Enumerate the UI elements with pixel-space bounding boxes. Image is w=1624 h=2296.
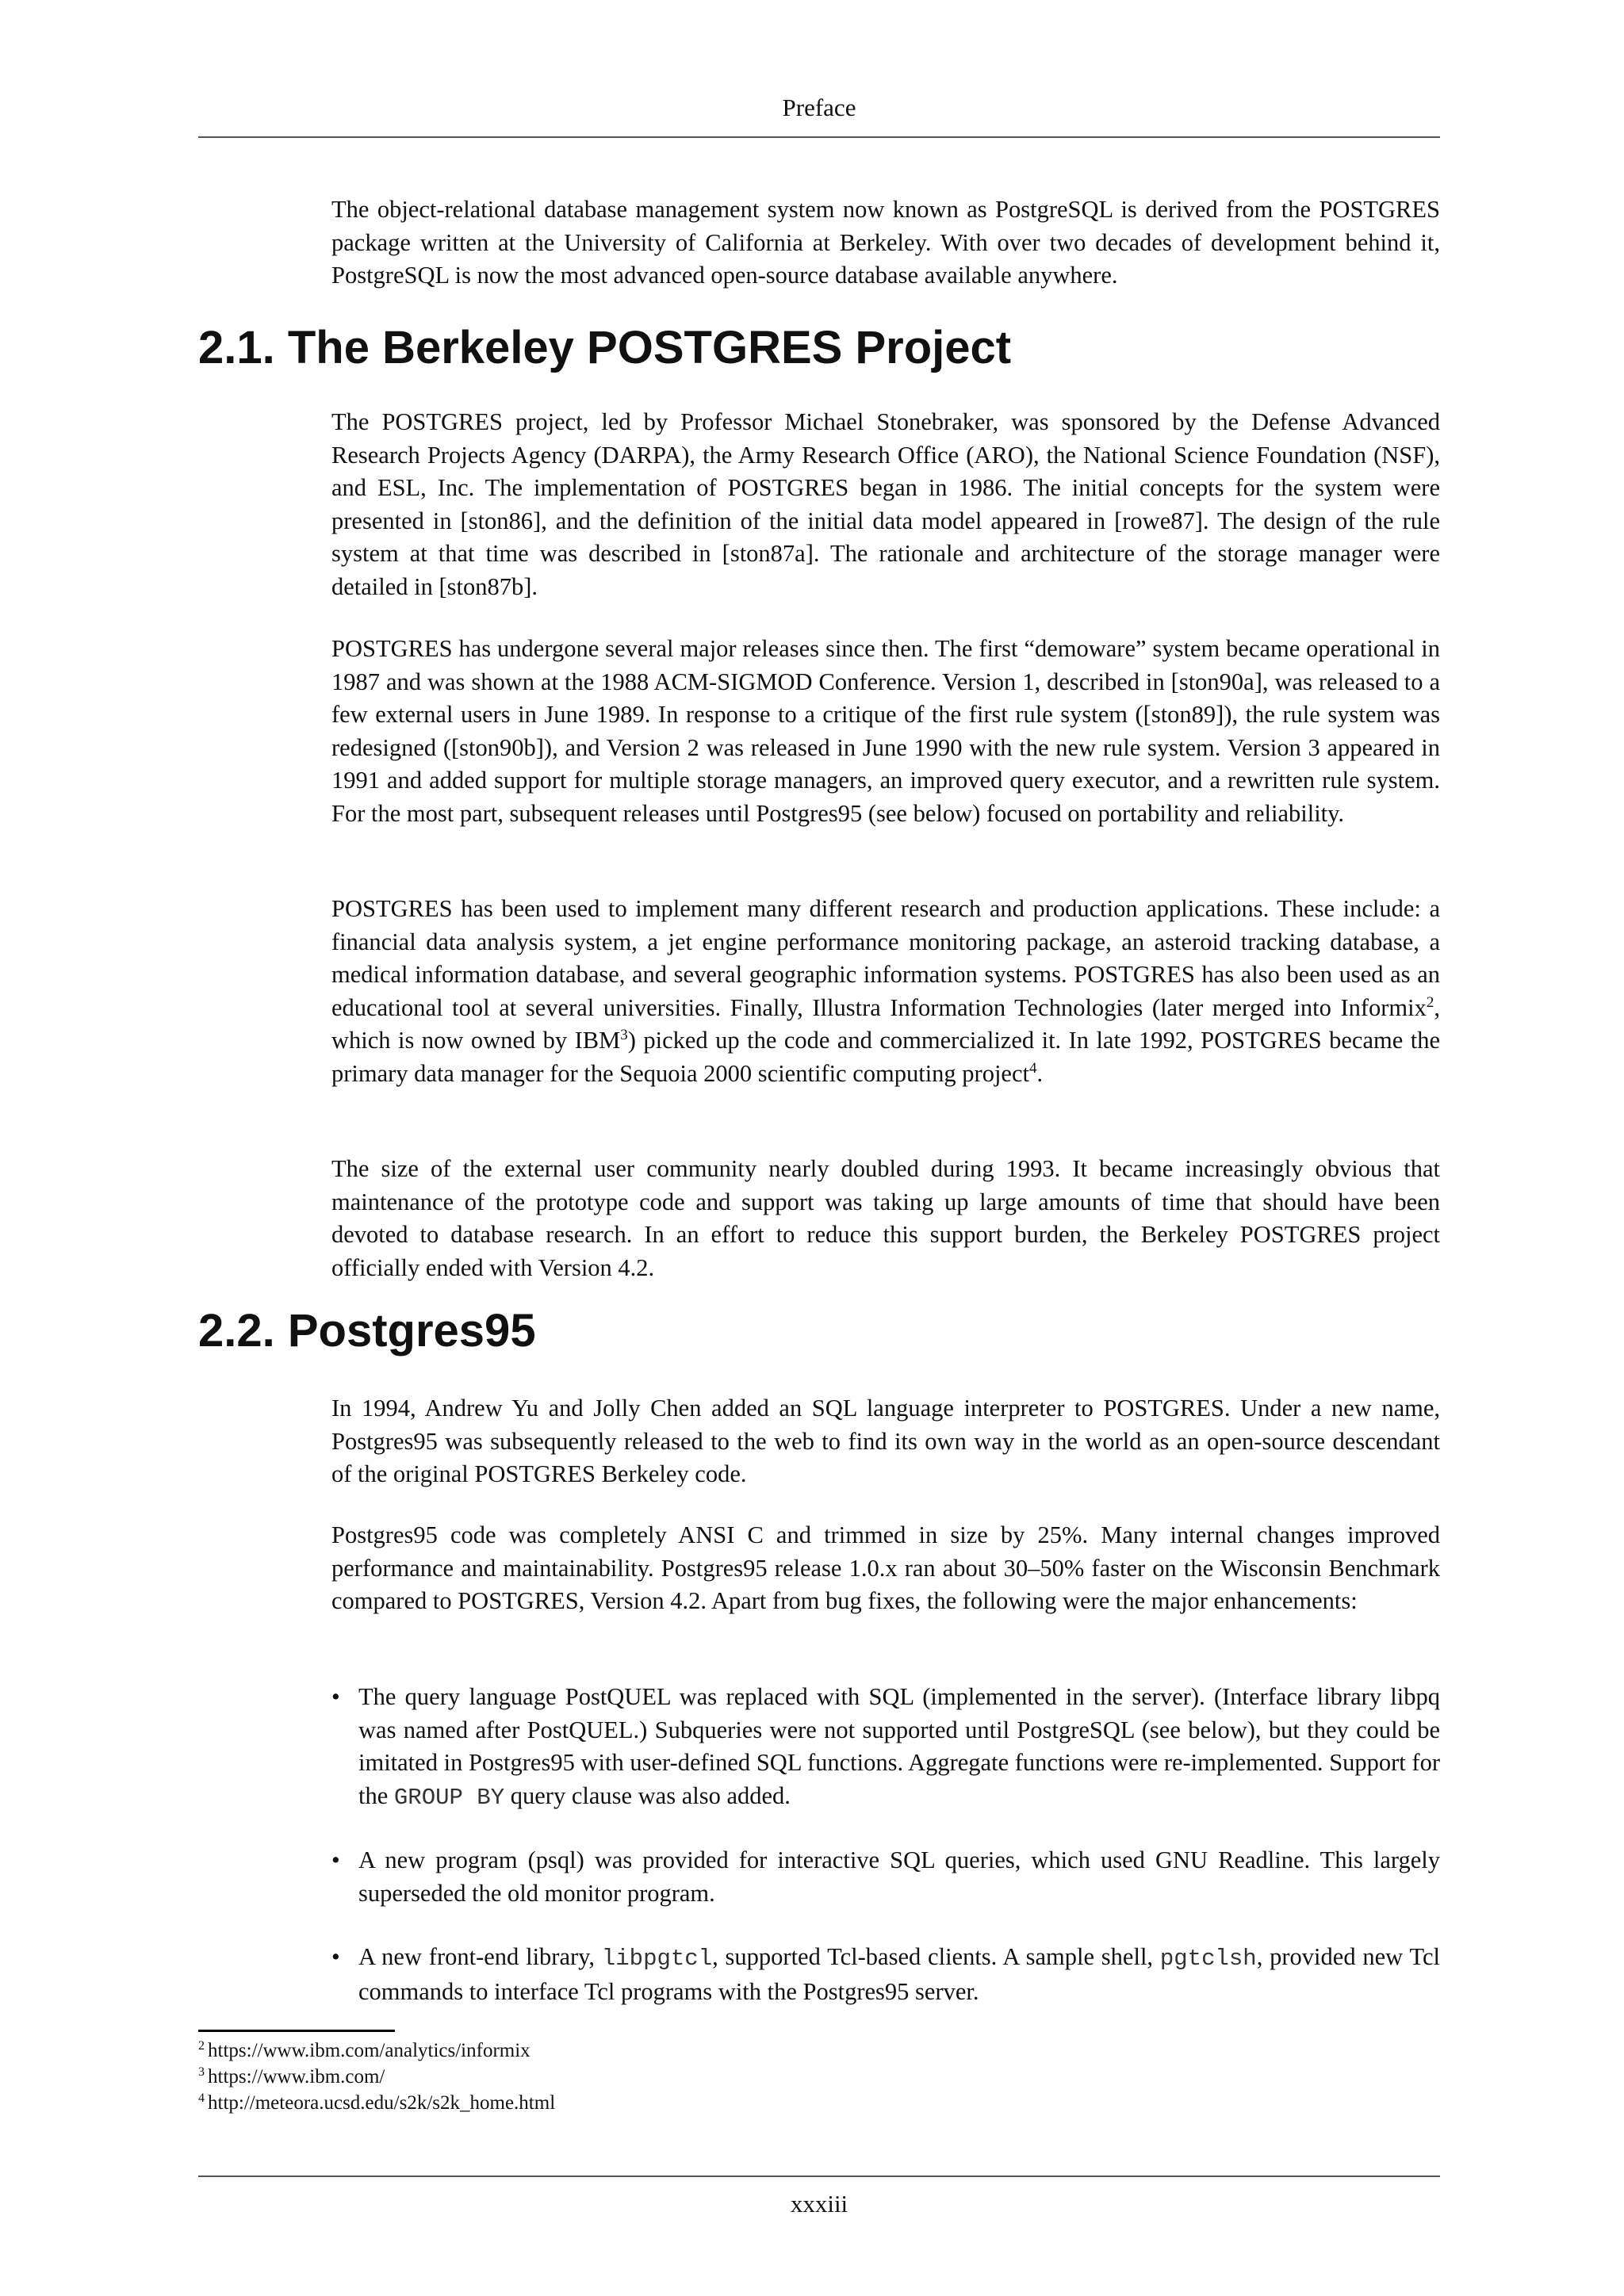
bullet-mark: • (331, 1846, 340, 1873)
footnote-number: 3 (198, 2064, 205, 2079)
bullet-text-part: The query language PostQUEL was replaced with SQL (implemented in the server). (Interface library libpq was named after PostQUEL.) Subqueries were not supported until PostgreSQL (see below), but they could be imitated in Postgres95 with user-defined SQL functions. Aggregate functions were re-implemented. Support for the (358, 1683, 1440, 1809)
bullet-mark: • (331, 1683, 340, 1710)
footnotes (198, 2038, 991, 2116)
paragraph-text: , which is now owned by IBM (331, 993, 1440, 1054)
footnote-number: 2 (198, 2038, 205, 2053)
footnote-url[interactable]: http://meteora.ucsd.edu/s2k/s2k_home.html (208, 2092, 556, 2114)
footnote-2 (198, 2038, 991, 2064)
bullet-item-3 (331, 1941, 1440, 2008)
footnote-url[interactable]: https://www.ibm.com/analytics/informix (208, 2040, 530, 2061)
code-pgtclsh: pgtclsh (1159, 1946, 1257, 1972)
footnote-ref-3: 3 (620, 1026, 628, 1043)
paragraph-text: POSTGRES has been used to implement many different research and production applications. These include: a financial data analysis system, a jet engine performance monitoring package, an asteroid tracking database, a medical information database, and several geographic information systems. POSTGRES has also been used as an educational tool at several universities. Finally, Illustra Information Technologies (later merged into Informix (331, 895, 1440, 1021)
section-heading-2-1: 2.1. The Berkeley POSTGRES Project (198, 322, 1012, 373)
footnote-rule (198, 2030, 395, 2032)
page-number: xxxiii (790, 2190, 848, 2218)
code-libpgtcl: libpgtcl (601, 1946, 713, 1972)
header-rule (198, 136, 1440, 138)
bullet-text (358, 1681, 1440, 1814)
bullet-item-1 (331, 1681, 1440, 1814)
footnote-ref-2: 2 (1426, 993, 1434, 1011)
bullet-text: A new program (psql) was provided for interactive SQL queries, which used GNU Readline. This largely superseded the old monitor program. (358, 1846, 1440, 1907)
section-2-1-paragraph-2: POSTGRES has undergone several major releases since then. The first “demoware” system became operational in 1987 and was shown at the 1988 ACM-SIGMOD Conference. Version 1, described in [ston90a], was released to a few external users in June 1989. In response to a critique of the first rule system ([ston89]), the rule system was redesigned ([ston90b]), and Version 2 was released in June 1990 with the new rule system. Version 3 appeared in 1991 and added support for multiple storage managers, an improved query executor, and a rewritten rule system. For the most part, subsequent releases until Postgres95 (see below) focused on portability and reliability. (331, 635, 1440, 827)
footnote-4 (198, 2090, 991, 2116)
section-2-1-paragraph-4: The size of the external user community nearly doubled during 1993. It became increasingly obvious that maintenance of the prototype code and support was taking up large amounts of time that should have been devoted to database research. In an effort to reduce this support burden, the Berkeley POSTGRES project officially ended with Version 4.2. (331, 1155, 1440, 1281)
footer-rule (198, 2175, 1440, 2177)
section-2-1-paragraph-3 (331, 893, 1440, 1090)
footnote-3 (198, 2064, 991, 2090)
bullet-text-part: query clause was also added. (504, 1781, 791, 1809)
section-2-1-paragraph-1: The POSTGRES project, led by Professor Michael Stonebraker, was sponsored by the Defense Advanced Research Projects Agency (DARPA), the Army Research Office (ARO), the National Science Foundation (NSF), and ESL, Inc. The implementation of POSTGRES began in 1986. The initial concepts for the system were presented in [ston86], and the definition of the initial data model appeared in [rowe87]. The design of the rule system at that time was described in [ston87a]. The rationale and architecture of the storage manager were detailed in [ston87b]. (331, 408, 1440, 600)
running-head: Preface (782, 94, 856, 121)
section-heading-2-2: 2.2. Postgres95 (198, 1305, 536, 1357)
footnote-ref-4: 4 (1028, 1059, 1037, 1077)
section-2-2-paragraph-1: In 1994, Andrew Yu and Jolly Chen added an SQL language interpreter to POSTGRES. Under a new name, Postgres95 was subsequently released to the web to find its own way in the world as an open-source descendant of the original POSTGRES Berkeley code. (331, 1395, 1440, 1487)
intro-paragraph: The object-relational database management system now known as PostgreSQL is derived from the POSTGRES package written at the University of California at Berkeley. With over two decades of development behind it, PostgreSQL is now the most advanced open-source database available anywhere. (331, 196, 1440, 289)
bullet-text-part: , supported Tcl-based clients. A sample shell, (712, 1943, 1160, 1970)
bullet-text-part: , provided new Tcl commands to interface Tcl programs with the Postgres95 server. (358, 1943, 1440, 2005)
code-group-by: GROUP BY (393, 1784, 505, 1811)
footnote-url[interactable]: https://www.ibm.com/ (208, 2066, 385, 2087)
bullet-item-2 (331, 1844, 1440, 1910)
paragraph-text: ) picked up the code and commercialized it. In late 1992, POSTGRES became the primary data manager for the Sequoia 2000 scientific computing project (331, 1027, 1441, 1087)
section-2-2-paragraph-2: Postgres95 code was completely ANSI C and trimmed in size by 25%. Many internal changes improved performance and maintainability. Postgres95 release 1.0.x ran about 30–50% faster on the Wisconsin Benchmark compared to POSTGRES, Version 4.2. Apart from bug fixes, the following were the major enhancements: (331, 1521, 1440, 1614)
bullet-text (358, 1941, 1440, 2008)
bullet-mark: • (331, 1943, 340, 1970)
paragraph-text: . (1036, 1059, 1044, 1087)
footnote-number: 4 (198, 2091, 205, 2105)
bullet-text-part: A new front-end library, (358, 1943, 602, 1970)
